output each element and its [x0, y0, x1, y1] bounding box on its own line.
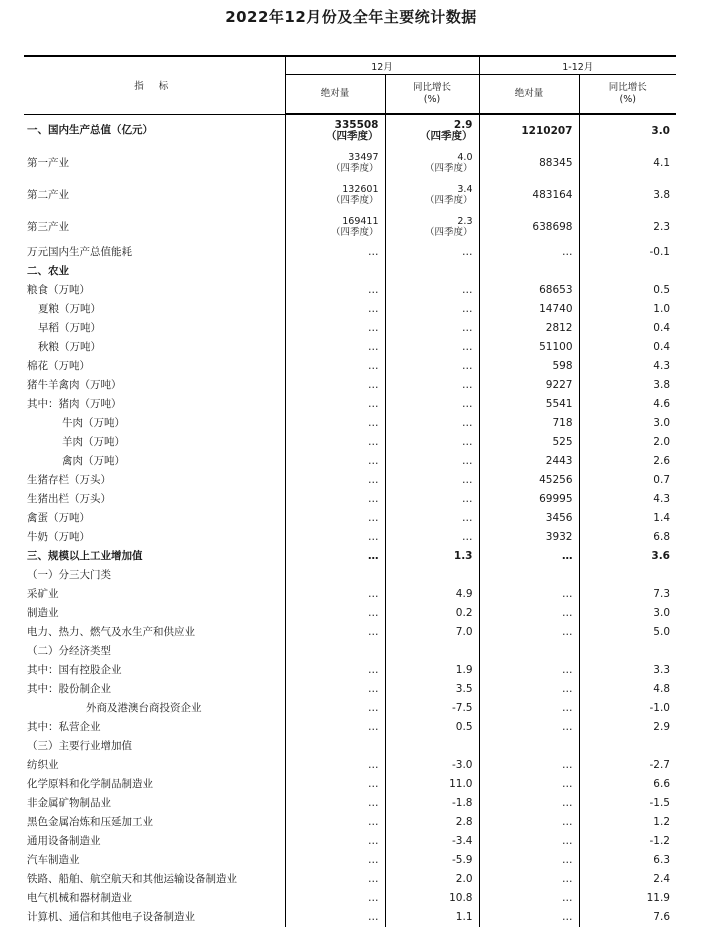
table-row: [24, 179, 676, 211]
dec-growth-cell: [385, 262, 479, 281]
row-label: 禽肉（万吨）: [62, 455, 125, 467]
dec-growth-cell: 10.8: [385, 889, 479, 908]
row-label: 电气机械和器材制造业: [27, 892, 132, 904]
row-label: 牛肉（万吨）: [62, 417, 125, 429]
dec-abs-cell: …: [285, 680, 385, 699]
dec-growth-cell: …: [385, 357, 479, 376]
year-growth-cell: 1.0: [579, 300, 676, 319]
year-abs-cell: …: [479, 756, 579, 775]
table-row: [24, 452, 676, 471]
dec-growth-cell: 3.4 （四季度）: [385, 179, 479, 211]
table-row: [24, 414, 676, 433]
row-label: 万元国内生产总值能耗: [27, 246, 132, 258]
year-growth-cell: -1.0: [579, 699, 676, 718]
dec-growth-cell: [385, 566, 479, 585]
year-abs-cell: …: [479, 699, 579, 718]
year-growth-cell: 3.0: [579, 414, 676, 433]
table-row: [24, 211, 676, 243]
year-abs-cell: [479, 642, 579, 661]
dec-abs-cell: …: [285, 395, 385, 414]
dec-growth-cell: …: [385, 528, 479, 547]
year-abs-cell: 2812: [479, 319, 579, 338]
dec-growth-cell: 1.3: [385, 547, 479, 566]
year-abs-cell: …: [479, 680, 579, 699]
dec-growth-cell: …: [385, 300, 479, 319]
year-abs-cell: 14740: [479, 300, 579, 319]
table-row: [24, 832, 676, 851]
table-row: [24, 281, 676, 300]
dec-abs-header: [285, 75, 385, 115]
dec-abs-cell: [285, 262, 385, 281]
table-row: [24, 300, 676, 319]
row-label: 采矿业: [27, 588, 59, 600]
growth-label: 同比增长: [608, 82, 647, 93]
dec-abs-cell: …: [285, 851, 385, 870]
year-abs-cell: …: [479, 908, 579, 927]
year-abs-cell: …: [479, 813, 579, 832]
row-label: 电力、热力、燃气及水生产和供应业: [27, 626, 195, 638]
year-growth-cell: -0.1: [579, 243, 676, 262]
dec-growth-cell: 7.0: [385, 623, 479, 642]
period-year-header: 1-12月: [479, 56, 676, 75]
year-abs-cell: …: [479, 870, 579, 889]
dec-growth-cell: …: [385, 281, 479, 300]
growth-unit: (%): [423, 94, 441, 105]
table-row: [24, 718, 676, 737]
dec-growth-cell: -7.5: [385, 699, 479, 718]
row-label: 其中：国有控股企业: [27, 664, 122, 676]
dec-abs-cell: …: [285, 300, 385, 319]
year-growth-cell: 4.3: [579, 490, 676, 509]
year-abs-header: [479, 75, 579, 115]
dec-abs-cell: …: [285, 794, 385, 813]
table-row: [24, 528, 676, 547]
dec-growth-cell: -3.4: [385, 832, 479, 851]
year-abs-cell: 3456: [479, 509, 579, 528]
page-title: 2022年12月份及全年主要统计数据: [225, 8, 477, 26]
statistics-table: [24, 55, 676, 927]
row-label: 黑色金属冶炼和压延加工业: [27, 816, 153, 828]
dec-abs-cell: …: [285, 528, 385, 547]
table-row: [24, 851, 676, 870]
year-abs-cell: …: [479, 623, 579, 642]
dec-growth-cell: 0.5: [385, 718, 479, 737]
table-row: [24, 547, 676, 566]
table-row: [24, 433, 676, 452]
dec-growth-cell: [385, 642, 479, 661]
table-row: [24, 642, 676, 661]
dec-growth-cell: 2.0: [385, 870, 479, 889]
year-growth-cell: 4.8: [579, 680, 676, 699]
dec-growth-cell: [385, 737, 479, 756]
row-label: 羊肉（万吨）: [62, 436, 125, 448]
year-abs-cell: 5541: [479, 395, 579, 414]
year-abs-cell: 2443: [479, 452, 579, 471]
abs-label: 绝对量: [514, 88, 544, 99]
dec-growth-cell: …: [385, 338, 479, 357]
table-row: [24, 737, 676, 756]
table-row: [24, 794, 676, 813]
row-label: 粮食（万吨）: [27, 284, 90, 296]
year-growth-cell: 0.7: [579, 471, 676, 490]
year-growth-cell: 6.3: [579, 851, 676, 870]
dec-growth-cell: 1.1: [385, 908, 479, 927]
year-growth-cell: 2.9: [579, 718, 676, 737]
year-abs-cell: 45256: [479, 471, 579, 490]
table-row: [24, 395, 676, 414]
dec-abs-cell: …: [285, 509, 385, 528]
dec-abs-cell: …: [285, 661, 385, 680]
year-growth-cell: 3.8: [579, 179, 676, 211]
dec-abs-cell: 335508 （四季度）: [285, 114, 385, 147]
dec-growth-header: [385, 75, 479, 115]
row-label: 第二产业: [27, 188, 69, 201]
row-label: 夏粮（万吨）: [38, 303, 101, 315]
year-growth-cell: 1.2: [579, 813, 676, 832]
dec-abs-cell: …: [285, 585, 385, 604]
year-abs-cell: 483164: [479, 179, 579, 211]
indicator-header: 指 标: [24, 56, 285, 114]
year-growth-cell: -1.5: [579, 794, 676, 813]
year-abs-cell: …: [479, 604, 579, 623]
row-label: 汽车制造业: [27, 854, 80, 866]
row-label: 秋粮（万吨）: [38, 341, 101, 353]
table-body: [24, 114, 676, 927]
row-label: 三、规模以上工业增加值: [27, 550, 143, 562]
dec-abs-cell: …: [285, 414, 385, 433]
table-row: [24, 376, 676, 395]
year-abs-cell: [479, 262, 579, 281]
row-label: 生猪出栏（万头）: [27, 493, 111, 505]
row-label: 制造业: [27, 607, 59, 619]
table-row: [24, 908, 676, 927]
table-row: [24, 775, 676, 794]
dec-growth-cell: …: [385, 471, 479, 490]
year-abs-cell: 638698: [479, 211, 579, 243]
dec-growth-cell: 2.8: [385, 813, 479, 832]
dec-abs-cell: 132601 （四季度）: [285, 179, 385, 211]
dec-abs-cell: …: [285, 547, 385, 566]
table-row: [24, 585, 676, 604]
dec-growth-cell: 1.9: [385, 661, 479, 680]
year-growth-cell: 2.6: [579, 452, 676, 471]
table-row: [24, 889, 676, 908]
year-abs-cell: [479, 737, 579, 756]
year-growth-cell: 3.3: [579, 661, 676, 680]
year-abs-cell: …: [479, 547, 579, 566]
year-abs-cell: …: [479, 851, 579, 870]
year-abs-cell: 1210207: [479, 114, 579, 147]
dec-growth-cell: …: [385, 490, 479, 509]
dec-growth-cell: …: [385, 452, 479, 471]
table-row: [24, 147, 676, 179]
year-growth-cell: 11.9: [579, 889, 676, 908]
year-growth-cell: 3.6: [579, 547, 676, 566]
dec-abs-cell: …: [285, 452, 385, 471]
dec-growth-cell: 4.9: [385, 585, 479, 604]
dec-growth-cell: …: [385, 376, 479, 395]
year-growth-cell: 3.0: [579, 604, 676, 623]
dec-abs-cell: …: [285, 490, 385, 509]
row-label: 化学原料和化学制品制造业: [27, 778, 153, 790]
year-abs-cell: …: [479, 661, 579, 680]
row-label: 一、国内生产总值（亿元）: [27, 124, 153, 137]
dec-abs-cell: [285, 642, 385, 661]
table-row: [24, 338, 676, 357]
row-label: 棉花（万吨）: [27, 360, 90, 372]
dec-abs-cell: …: [285, 243, 385, 262]
table-row: [24, 680, 676, 699]
year-growth-cell: 4.3: [579, 357, 676, 376]
year-growth-cell: [579, 642, 676, 661]
year-abs-cell: …: [479, 889, 579, 908]
dec-growth-cell: …: [385, 433, 479, 452]
year-abs-cell: …: [479, 794, 579, 813]
dec-abs-cell: [285, 737, 385, 756]
table-row: [24, 114, 676, 147]
row-label: 计算机、通信和其他电子设备制造业: [27, 911, 195, 923]
year-abs-cell: 88345: [479, 147, 579, 179]
dec-abs-cell: …: [285, 756, 385, 775]
row-label: 禽蛋（万吨）: [27, 512, 90, 524]
year-abs-cell: 9227: [479, 376, 579, 395]
year-growth-cell: 6.8: [579, 528, 676, 547]
dec-abs-cell: …: [285, 889, 385, 908]
table-row: [24, 661, 676, 680]
dec-growth-cell: 0.2: [385, 604, 479, 623]
abs-label: 绝对量: [320, 88, 350, 99]
year-abs-cell: …: [479, 243, 579, 262]
row-label: 外商及港澳台商投资企业: [86, 702, 202, 714]
growth-unit: (%): [619, 94, 636, 105]
dec-abs-cell: …: [285, 338, 385, 357]
row-label: 牛奶（万吨）: [27, 531, 90, 543]
year-abs-cell: …: [479, 775, 579, 794]
year-growth-cell: 4.6: [579, 395, 676, 414]
dec-abs-cell: 33497 （四季度）: [285, 147, 385, 179]
year-growth-cell: 6.6: [579, 775, 676, 794]
dec-abs-cell: …: [285, 471, 385, 490]
dec-growth-cell: 3.5: [385, 680, 479, 699]
dec-abs-cell: …: [285, 357, 385, 376]
dec-abs-cell: …: [285, 376, 385, 395]
year-abs-cell: 525: [479, 433, 579, 452]
table-row: [24, 756, 676, 775]
row-label: 早稻（万吨）: [38, 322, 101, 334]
year-abs-cell: 3932: [479, 528, 579, 547]
table-row: [24, 870, 676, 889]
dec-growth-cell: -3.0: [385, 756, 479, 775]
table-row: [24, 566, 676, 585]
year-growth-cell: 7.3: [579, 585, 676, 604]
year-growth-cell: [579, 566, 676, 585]
year-growth-cell: 7.6: [579, 908, 676, 927]
dec-abs-cell: …: [285, 718, 385, 737]
row-label: 铁路、船舶、航空航天和其他运输设备制造业: [27, 873, 237, 885]
year-growth-cell: -2.7: [579, 756, 676, 775]
year-growth-cell: 0.4: [579, 319, 676, 338]
row-label: 其中：股份制企业: [27, 683, 111, 695]
dec-abs-cell: …: [285, 908, 385, 927]
dec-abs-cell: …: [285, 281, 385, 300]
table-row: [24, 813, 676, 832]
row-label: 第一产业: [27, 156, 69, 169]
dec-growth-cell: 2.3 （四季度）: [385, 211, 479, 243]
table-row: [24, 471, 676, 490]
table-row: [24, 509, 676, 528]
dec-abs-cell: …: [285, 870, 385, 889]
dec-growth-cell: …: [385, 414, 479, 433]
year-abs-cell: 69995: [479, 490, 579, 509]
year-abs-cell: …: [479, 718, 579, 737]
dec-abs-cell: …: [285, 699, 385, 718]
year-abs-cell: …: [479, 832, 579, 851]
year-growth-cell: [579, 737, 676, 756]
dec-abs-cell: [285, 566, 385, 585]
year-abs-cell: 51100: [479, 338, 579, 357]
dec-abs-cell: …: [285, 813, 385, 832]
table-row: [24, 243, 676, 262]
row-label: 通用设备制造业: [27, 835, 101, 847]
row-label: （二）分经济类型: [27, 645, 111, 657]
row-label: 生猪存栏（万头）: [27, 474, 111, 486]
row-label: 二、农业: [27, 265, 69, 277]
row-label: 其中：猪肉（万吨）: [27, 398, 122, 410]
period-dec-header: 12月: [285, 56, 479, 75]
table-row: [24, 623, 676, 642]
year-abs-cell: 68653: [479, 281, 579, 300]
table-row: [24, 357, 676, 376]
dec-growth-cell: …: [385, 395, 479, 414]
dec-growth-cell: -5.9: [385, 851, 479, 870]
year-growth-cell: 5.0: [579, 623, 676, 642]
growth-label: 同比增长: [412, 82, 451, 93]
dec-abs-cell: …: [285, 832, 385, 851]
year-growth-cell: 3.0: [579, 114, 676, 147]
dec-growth-cell: 2.9 （四季度）: [385, 114, 479, 147]
dec-growth-cell: …: [385, 509, 479, 528]
row-label: （三）主要行业增加值: [27, 740, 132, 752]
table-header: [24, 56, 676, 114]
dec-growth-cell: 11.0: [385, 775, 479, 794]
year-abs-cell: …: [479, 585, 579, 604]
dec-abs-cell: …: [285, 433, 385, 452]
table-row: [24, 319, 676, 338]
year-abs-cell: [479, 566, 579, 585]
row-label: 其中：私营企业: [27, 721, 101, 733]
row-label: （一）分三大门类: [27, 569, 111, 581]
dec-abs-cell: …: [285, 775, 385, 794]
dec-abs-cell: 169411 （四季度）: [285, 211, 385, 243]
dec-growth-cell: …: [385, 243, 479, 262]
row-label: 猪牛羊禽肉（万吨）: [27, 379, 122, 391]
row-label: 第三产业: [27, 220, 69, 233]
year-abs-cell: 598: [479, 357, 579, 376]
dec-growth-cell: -1.8: [385, 794, 479, 813]
row-label: 非金属矿物制品业: [27, 797, 111, 809]
year-growth-cell: 0.4: [579, 338, 676, 357]
table-row: [24, 490, 676, 509]
dec-abs-cell: …: [285, 604, 385, 623]
year-growth-cell: 2.3: [579, 211, 676, 243]
year-growth-cell: 4.1: [579, 147, 676, 179]
dec-growth-cell: …: [385, 319, 479, 338]
year-growth-cell: -1.2: [579, 832, 676, 851]
dec-growth-cell: 4.0 （四季度）: [385, 147, 479, 179]
year-growth-cell: 2.0: [579, 433, 676, 452]
dec-abs-cell: …: [285, 623, 385, 642]
table-row: [24, 262, 676, 281]
year-growth-header: [579, 75, 676, 115]
row-label: 纺织业: [27, 759, 59, 771]
year-growth-cell: [579, 262, 676, 281]
dec-abs-cell: …: [285, 319, 385, 338]
year-growth-cell: 3.8: [579, 376, 676, 395]
table-row: [24, 699, 676, 718]
table-row: [24, 604, 676, 623]
year-abs-cell: 718: [479, 414, 579, 433]
year-growth-cell: 1.4: [579, 509, 676, 528]
year-growth-cell: 2.4: [579, 870, 676, 889]
year-growth-cell: 0.5: [579, 281, 676, 300]
